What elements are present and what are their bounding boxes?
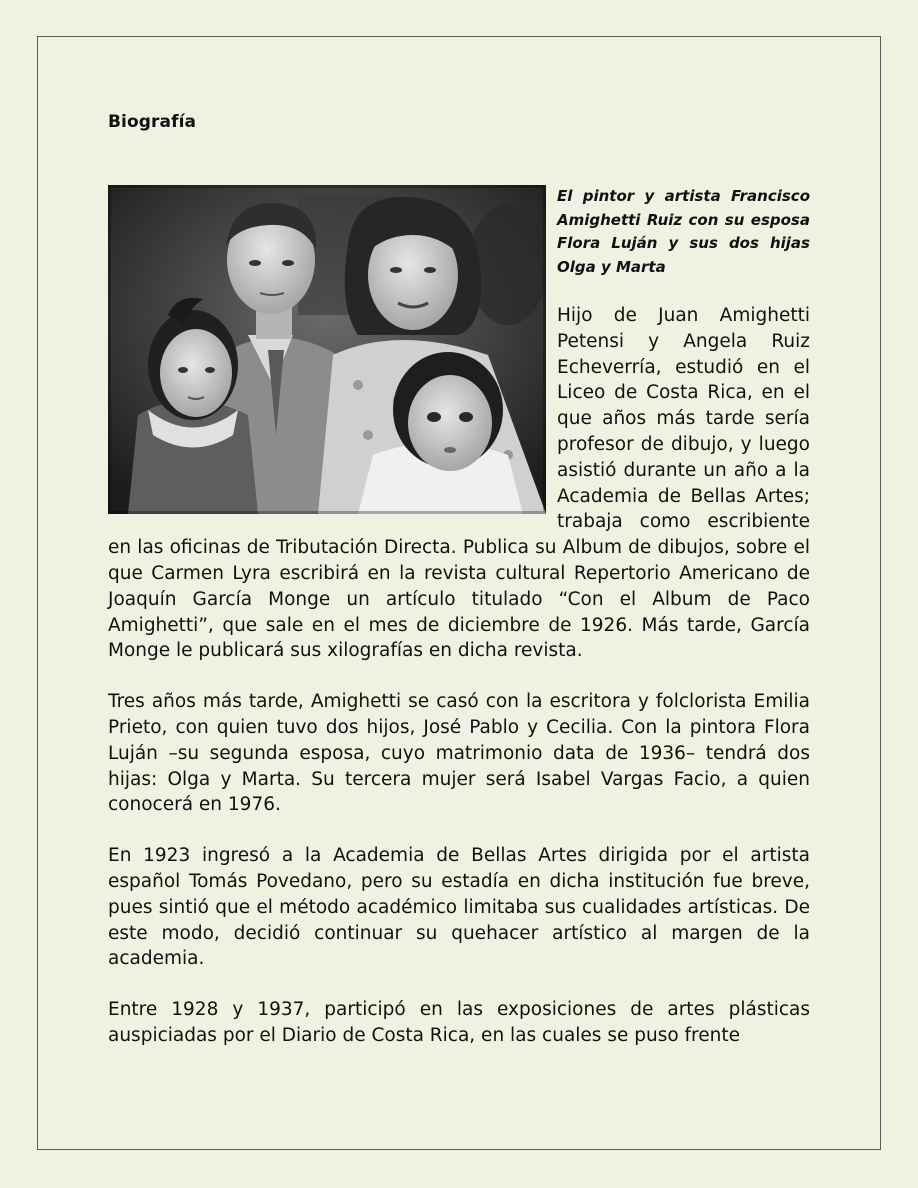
paragraph: Tres años más tarde, Amighetti se casó con la escritora y folclorista Emilia Prieto, con quien tuvo dos hijos, José Pablo y Cecilia. Con la pintora Flora Luján –su segunda esposa, cuyo matrimonio data de 1936– tendrá dos hijas: Olga y Marta. Su tercera mujer será Isabel Vargas Facio, a quien conocerá en 1976. [108,691,810,816]
paragraph: Hijo de Juan Amighetti Petensi y Angela Ruiz Echeverría, estudió en el Liceo de Costa Rica, en el que años más tarde sería profesor de dibujo, y luego asistió durante un año a la Academia de Bellas Artes; trabaja como escribiente en las oficinas de Tributación Directa. Publica su Album de dibujos, sobre el que Carmen Lyra escribirá en la revista cultural Repertorio Americano de Joaquín García Monge un artículo titulado “Con el Album de Paco Amighetti”, que sale en el mes de diciembre de 1926. Más tarde, García Monge le publicará sus xilografías en dicha revista. [108,305,810,662]
page-title: Biografía [108,112,197,132]
document-body [108,185,810,1049]
paragraph: Entre 1928 y 1937, participó en las exposiciones de artes plásticas auspiciadas por el Diario de Costa Rica, en las cuales se puso frente [108,999,810,1046]
photo-caption: El pintor y artista Francisco Amighetti Ruiz con su esposa Flora Luján y sus dos hijas Olga y Marta [557,187,810,276]
paragraph: En 1923 ingresó a la Academia de Bellas Artes dirigida por el artista español Tomás Povedano, pero su estadía en dicha institución fue breve, pues sintió que el método académico limitaba sus cualidades artísticas. De este modo, decidió continuar su quehacer artístico al margen de la academia. [108,845,810,970]
family-photo [108,185,546,514]
